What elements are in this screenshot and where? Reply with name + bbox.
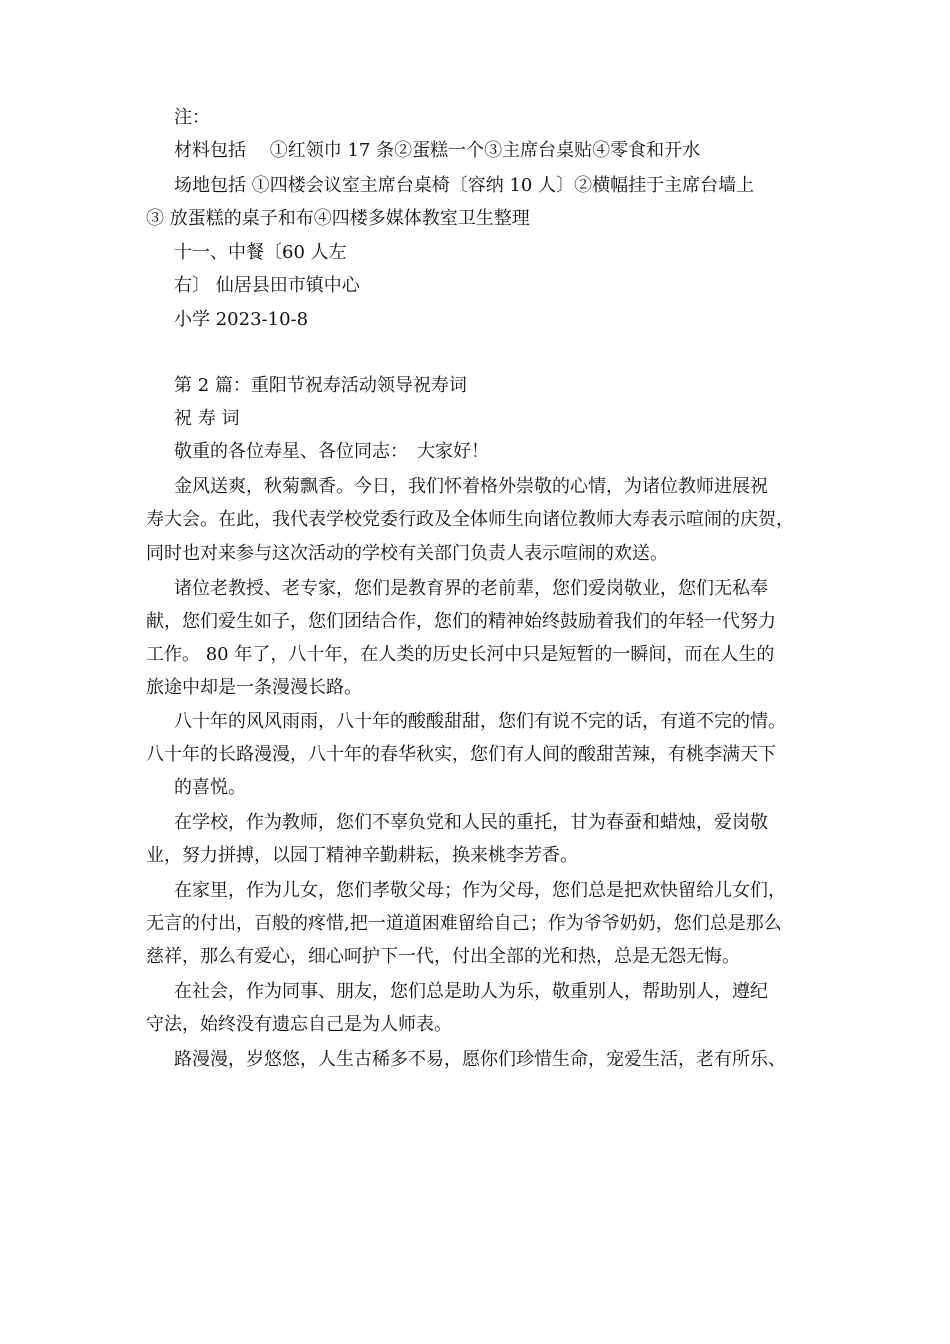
text-line: 守法，始终没有遗忘自己是为人师表。: [146, 1014, 452, 1035]
text-line: 场地包括 ①四楼会议室主席台桌椅〔容纳 10 人〕②横幅挂于主席台墙上: [174, 175, 755, 196]
text-line: 金风送爽，秋菊飘香。今日，我们怀着格外崇敬的心情，为诸位教师进展祝: [174, 476, 768, 497]
text-line: 注：: [174, 107, 210, 128]
text-line: 业，努力拼搏，以园丁精神辛勤耕耘，换来桃李芳香。: [146, 845, 578, 866]
text-line: 八十年的风风雨雨，八十年的酸酸甜甜，您们有说不完的话，有道不完的情。: [174, 711, 786, 732]
text-line: 敬重的各位寿星、各位同志： 大家好！: [174, 441, 489, 462]
text-line: 工作。 80 年了，八十年，在人类的历史长河中只是短暂的一瞬间，而在人生的: [146, 644, 775, 665]
text-line: 无言的付出，百般的疼惜,把一道道困难留给自己；作为爷爷奶奶，您们总是那么: [146, 913, 782, 934]
text-line: 寿大会。在此，我代表学校党委行政及全体师生向诸位教师大寿表示喧闹的庆贺，: [146, 509, 794, 530]
text-line: 右〕 仙居县田市镇中心: [174, 275, 360, 296]
text-line: 路漫漫，岁悠悠，人生古稀多不易，愿你们珍惜生命，宠爱生活，老有所乐、: [174, 1049, 786, 1070]
text-line: 在家里，作为儿女，您们孝敬父母；作为父母，您们总是把欢快留给儿女们，: [174, 880, 786, 901]
text-line: 慈祥，那么有爱心，细心呵护下一代，付出全部的光和热，总是无怨无悔。: [146, 946, 740, 967]
text-line: ③ 放蛋糕的桌子和布④四楼多媒体教室卫生整理: [146, 208, 530, 229]
text-line: 在社会，作为同事、朋友，您们总是助人为乐，敬重别人，帮助别人，遵纪: [174, 981, 768, 1002]
text-line: 的喜悦。: [174, 777, 246, 798]
text-line: 十一、中餐〔60 人左: [174, 242, 347, 263]
text-line: 材料包括 ①红领巾 17 条②蛋糕一个③主席台桌贴④零食和开水: [174, 140, 701, 161]
text-line: 八十年的长路漫漫，八十年的春华秋实，您们有人间的酸甜苦辣，有桃李满天下: [146, 744, 776, 765]
text-line: 第 2 篇：重阳节祝寿活动领导祝寿词: [174, 375, 467, 396]
text-line: 祝 寿 词: [174, 408, 240, 429]
text-line: 小学 2023-10-8: [174, 309, 309, 330]
text-line: 诸位老教授、老专家，您们是教育界的老前辈，您们爱岗敬业，您们无私奉: [174, 578, 768, 599]
text-line: 在学校，作为教师，您们不辜负党和人民的重托，甘为春蚕和蜡烛，爱岗敬: [174, 812, 768, 833]
text-line: 献，您们爱生如子，您们团结合作，您们的精神始终鼓励着我们的年轻一代努力: [146, 611, 776, 632]
text-line: 旅途中却是一条漫漫长路。: [146, 677, 362, 698]
text-line: 同时也对来参与这次活动的学校有关部门负责人表示喧闹的欢送。: [146, 543, 668, 564]
